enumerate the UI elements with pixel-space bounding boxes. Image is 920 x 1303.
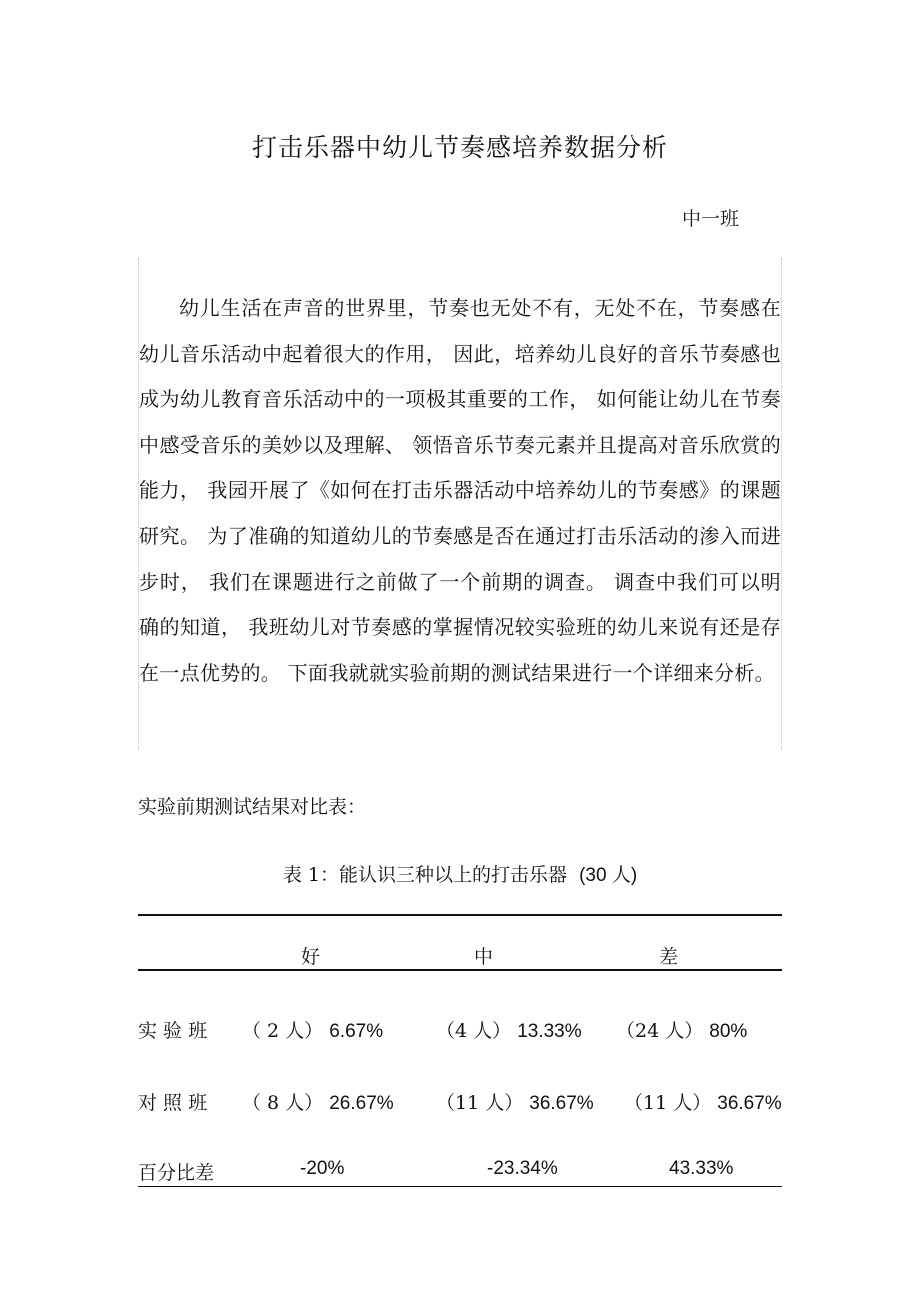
intro-paragraph: 幼儿生活在声音的世界里，节奏也无处不有，无处不在，节奏感在幼儿音乐活动中起着很大的作用， 因此，培养幼儿良好的音乐节奏感也成为幼儿教育音乐活动中的一项极其重要的工作， 如何能让幼儿在节奏中感受音乐的美妙以及理解、 领悟音乐节奏元素并且提高对音乐欣赏的能力， 我园开展了《如何在打击乐器活动中培养幼儿的节奏感》的课题研究。 为了准确的知道幼儿的节奏感是否在通过打击乐活动的渗入而进步时， 我们在课题进行之前做了一个前期的调查。 调查中我们可以明确的知道， 我班幼儿对节奏感的掌握情况较实验班的幼儿来说有还是存在一点优势的。 下面我就就实验前期的测试结果进行一个详细来分析。 xyxy=(139,296,781,685)
row-label: 百分比差 xyxy=(138,1162,215,1184)
table-caption-text: 表 1：能认识三种以上的打击乐器 xyxy=(282,864,567,886)
table-caption xyxy=(0,860,920,887)
document-title: 打击乐器中幼儿节奏感培养数据分析 xyxy=(251,133,668,162)
cell-count: （11 人） xyxy=(624,1092,712,1114)
table-cell xyxy=(616,1016,747,1043)
table-header-rule xyxy=(138,969,782,971)
table-top-rule xyxy=(138,914,782,916)
cell-count: （ 8 人） xyxy=(242,1092,324,1114)
cell-percent: 36.67% xyxy=(529,1093,594,1114)
cell-count: （ 2 人） xyxy=(242,1020,324,1042)
cell-count: （11 人） xyxy=(436,1092,524,1114)
table-caption-count: (30 人) xyxy=(579,865,638,886)
cell-percent: 36.67% xyxy=(717,1093,782,1114)
table-cell xyxy=(624,1088,782,1115)
cell-count: （24 人） xyxy=(616,1020,704,1042)
diff-value: -23.34% xyxy=(487,1158,558,1179)
cell-percent: 13.33% xyxy=(517,1021,582,1042)
table-cell xyxy=(436,1088,594,1115)
table-cell xyxy=(436,1016,582,1043)
table-cell xyxy=(242,1016,383,1043)
diff-value: -20% xyxy=(300,1158,345,1179)
header-poor: 差 xyxy=(659,946,679,968)
header-good: 好 xyxy=(301,946,321,968)
diff-value: 43.33% xyxy=(669,1158,734,1179)
row-label: 实 验 班 xyxy=(138,1020,208,1042)
cell-percent: 26.67% xyxy=(329,1093,394,1114)
table-bottom-rule xyxy=(138,1186,782,1187)
cell-count: （4 人） xyxy=(436,1020,512,1042)
table-lead-text: 实验前期测试结果对比表： xyxy=(138,796,367,818)
row-label: 对 照 班 xyxy=(138,1092,208,1114)
intro-section xyxy=(138,258,782,750)
table-cell xyxy=(242,1088,394,1115)
header-medium: 中 xyxy=(474,946,494,968)
author-class: 中一班 xyxy=(682,208,740,230)
cell-percent: 6.67% xyxy=(329,1021,384,1042)
cell-percent: 80% xyxy=(709,1021,748,1042)
